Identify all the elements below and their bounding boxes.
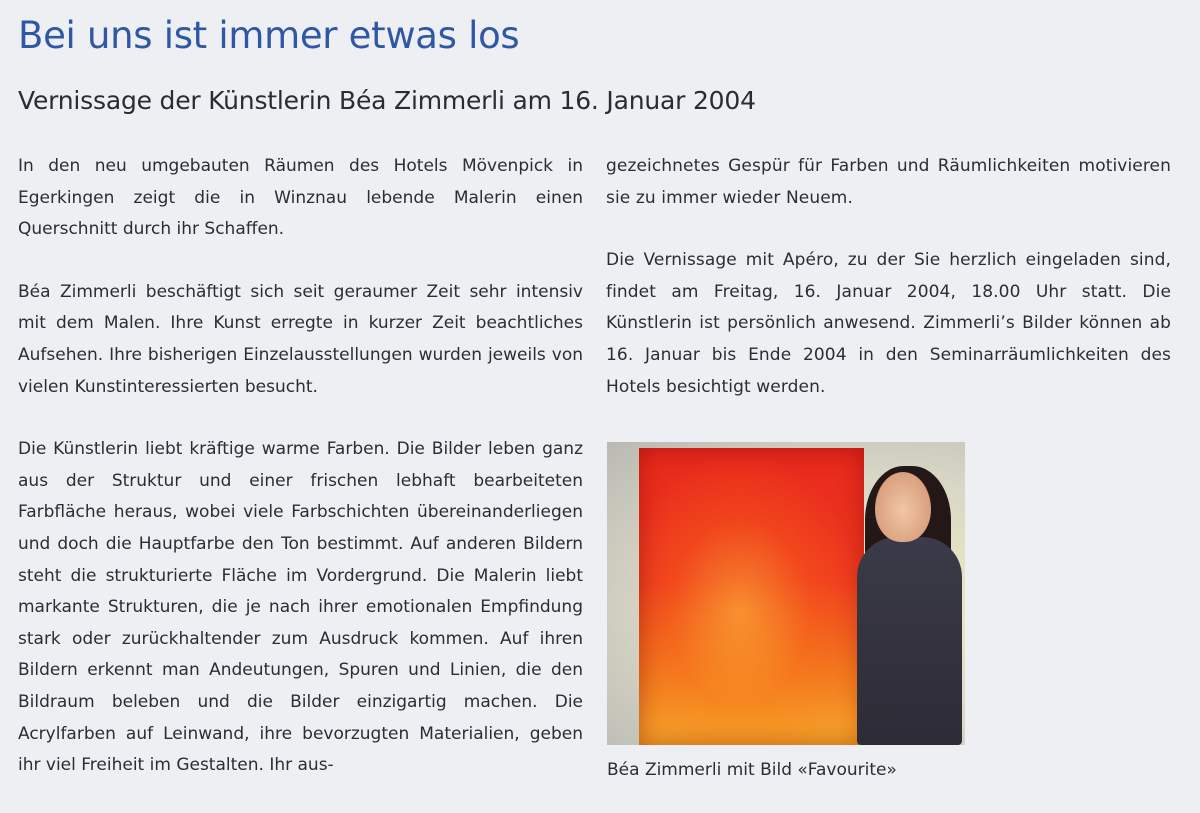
- page-title: Bei uns ist immer etwas los: [18, 14, 520, 57]
- painting-canvas: [639, 448, 864, 745]
- artist-figure: [857, 537, 962, 745]
- paragraph-vernissage: Die Vernissage mit Apéro, zu der Sie herzlich eingeladen sind, findet am Freitag, 16. Januar 2004, 18.00 Uhr statt. Die Künstlerin ist persönlich anwesend. Zimmerli’s Bilder können ab 16. Januar bis Ende 2004 in den Seminarräumlichkeiten des Hotels besichtigt werden.: [606, 250, 1171, 397]
- artist-photo: [607, 442, 965, 745]
- paragraph-artist: Béa Zimmerli beschäftigt sich seit geraumer Zeit sehr intensiv mit dem Malen. Ihre Kunst erregte in kurzer Zeit beachtliches Aufsehen. Ihre bisherigen Einzelausstellungen wurden jeweils von vielen Kunstinteressierten besucht.: [18, 281, 583, 397]
- article-subtitle: Vernissage der Künstlerin Béa Zimmerli am 16. Januar 2004: [18, 86, 756, 115]
- artist-face: [875, 472, 931, 542]
- left-column: [18, 151, 583, 813]
- paragraph-style: Die Künstlerin liebt kräftige warme Farben. Die Bilder leben ganz aus der Struktur und einer frischen lebhaft bearbeiteten Farbfläche heraus, wobei viele Farbschichten übereinanderliegen und doch die Hauptfarbe den Ton bestimmt. Auf anderen Bildern steht die strukturierte Fläche im Vordergrund. Die Malerin liebt markante Strukturen, die je nach ihrer emotionalen Empfindung stark oder zurückhaltender zum Ausdruck kommen. Auf ihren Bildern erkennt man Andeutungen, Spuren und Linien, die den Bildraum beleben und die Bilder einzigartig machen. Die Acrylfarben auf Leinwand, ihre bevorzugten Materialien, geben ihr viel Freiheit im Gestalten. Ihr aus-: [18, 439, 583, 776]
- photo-caption: Béa Zimmerli mit Bild «Favourite»: [607, 760, 897, 780]
- paragraph-intro: In den neu umgebauten Räumen des Hotels Mövenpick in Egerkingen zeigt die in Winznau lebende Malerin einen Querschnitt durch ihr Schaffen.: [18, 156, 583, 240]
- paragraph-continued: gezeichnetes Gespür für Farben und Räumlichkeiten motivieren sie zu immer wieder Neuem.: [606, 156, 1171, 208]
- right-column: [606, 151, 1171, 434]
